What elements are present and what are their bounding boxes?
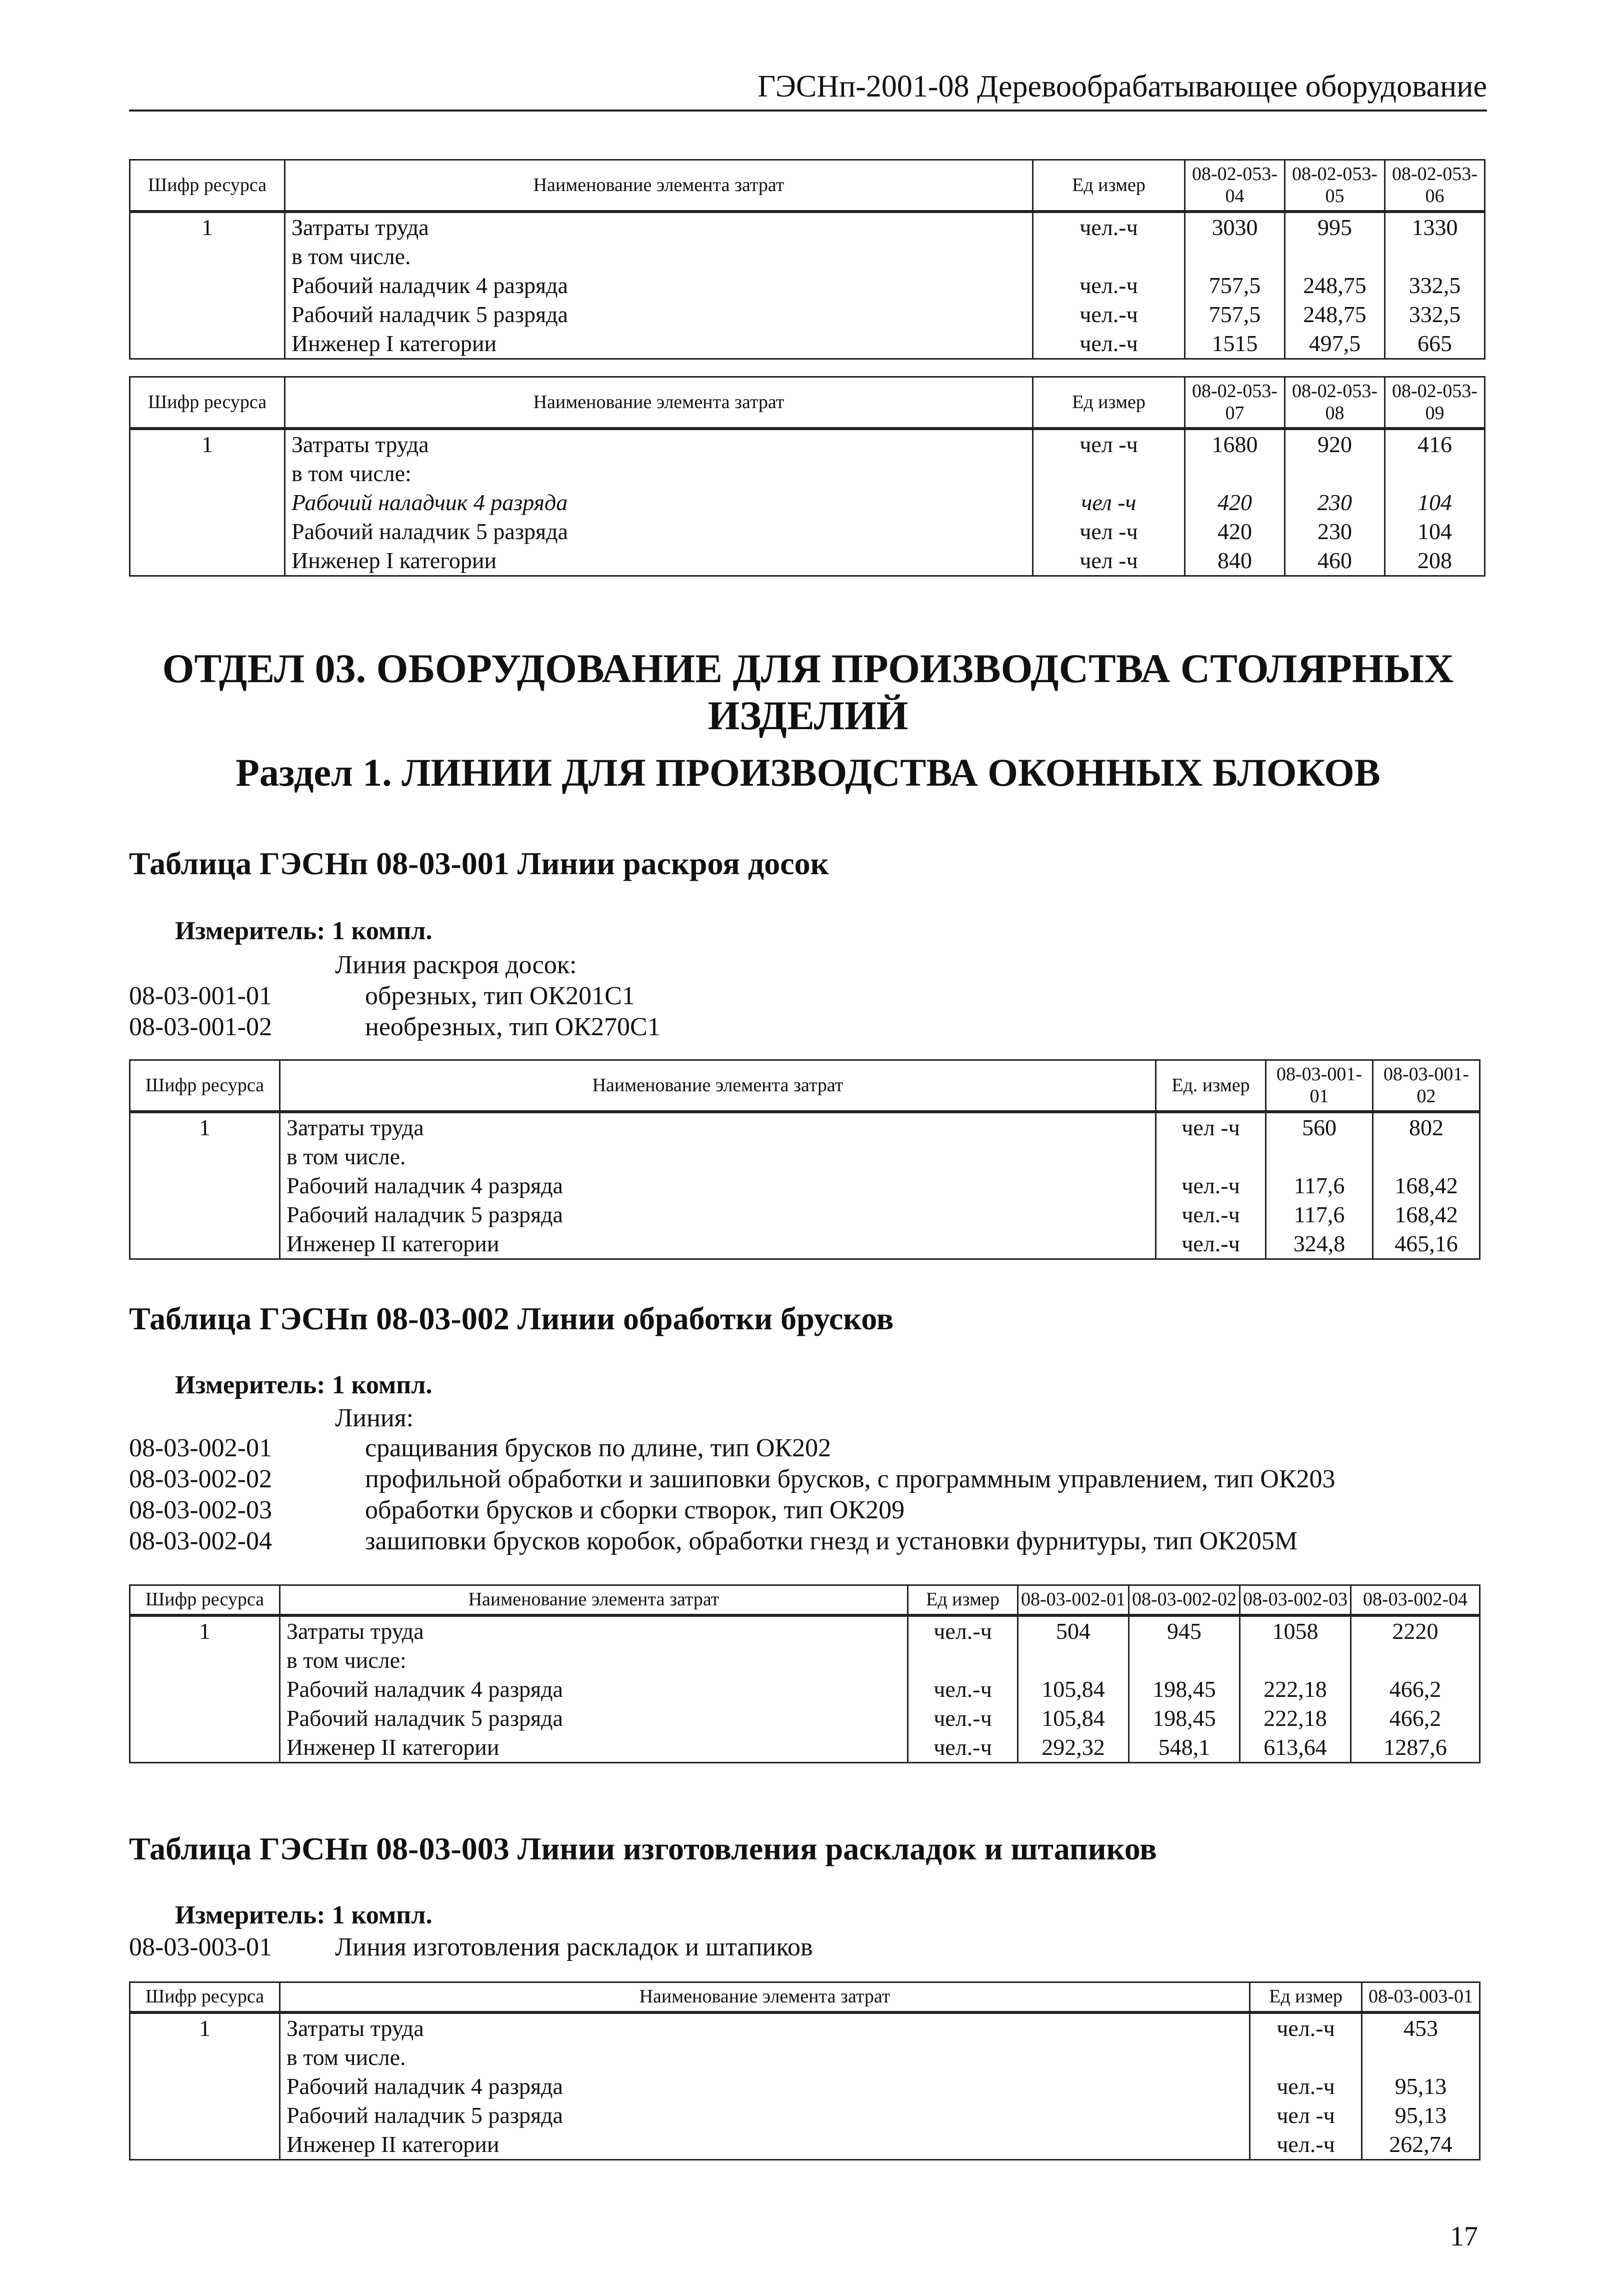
col-code-header: Шифр ресурса — [130, 1585, 280, 1615]
resource-code — [130, 2101, 280, 2130]
resource-code — [130, 1142, 280, 1171]
value-cell: 1680 — [1185, 429, 1285, 459]
value-cell — [1266, 1142, 1373, 1171]
resource-code — [130, 1646, 280, 1675]
resource-code — [130, 459, 285, 488]
measure-unit: Измеритель: 1 компл. — [175, 917, 432, 945]
table-row — [130, 2101, 1480, 2130]
resource-code — [130, 329, 285, 359]
value-cell: 222,18 — [1240, 1704, 1351, 1733]
table-row — [130, 1704, 1480, 1733]
value-cell: 262,74 — [1362, 2130, 1480, 2160]
unit-cell: чел.-ч — [908, 1704, 1018, 1733]
item-group-heading: Линия раскроя досок: — [335, 951, 577, 979]
measure-unit: Измеритель: 1 компл. — [175, 1901, 432, 1929]
value-cell: 613,64 — [1240, 1733, 1351, 1763]
col-name-header: Наименование элемента затрат — [280, 1982, 1250, 2012]
value-cell: 324,8 — [1266, 1229, 1373, 1259]
unit-cell: чел.-ч — [908, 1615, 1018, 1646]
cost-element: Инженер I категории — [285, 546, 1033, 576]
item-code: 08-03-002-04 — [129, 1527, 272, 1555]
unit-cell: чел.-ч — [1250, 2012, 1362, 2043]
value-cell: 466,2 — [1351, 1675, 1480, 1704]
unit-cell: чел.-ч — [1033, 212, 1185, 242]
value-cell: 104 — [1385, 488, 1485, 517]
value-cell: 2220 — [1351, 1615, 1480, 1646]
item-description: профильной обработки и зашиповки брусков, с программным управлением, тип ОК203 — [365, 1465, 1336, 1493]
value-cell: 465,16 — [1373, 1229, 1480, 1259]
unit-cell: чел.-ч — [1033, 300, 1185, 329]
unit-cell: чел -ч — [1250, 2101, 1362, 2130]
cost-element: Рабочий наладчик 4 разряда — [280, 1675, 908, 1704]
value-cell: 292,32 — [1018, 1733, 1129, 1763]
unit-cell — [1250, 2043, 1362, 2072]
value-cell: 548,1 — [1129, 1733, 1240, 1763]
table-row — [130, 2072, 1480, 2101]
value-cell — [1240, 1646, 1351, 1675]
value-cell — [1351, 1646, 1480, 1675]
value-cell: 453 — [1362, 2012, 1480, 2043]
value-cell: 104 — [1385, 517, 1485, 546]
running-header: ГЭСНп-2001-08 Деревообрабатывающее оборудование — [129, 69, 1487, 112]
value-cell — [1129, 1646, 1240, 1675]
value-cell: 248,75 — [1285, 300, 1385, 329]
col-norm-header: 08-03-001-01 — [1266, 1060, 1373, 1112]
cost-element: Рабочий наладчик 5 разряда — [280, 2101, 1250, 2130]
table-row — [130, 1200, 1480, 1229]
resource-code — [130, 2072, 280, 2101]
unit-cell: чел.-ч — [908, 1675, 1018, 1704]
resource-code — [130, 242, 285, 271]
cost-element: Рабочий наладчик 4 разряда — [285, 488, 1033, 517]
unit-cell: чел.-ч — [1033, 329, 1185, 359]
col-name-header: Наименование элемента затрат — [285, 377, 1033, 429]
table-row — [130, 242, 1485, 271]
table-row — [130, 212, 1485, 242]
resource-code — [130, 1675, 280, 1704]
unit-cell — [1033, 459, 1185, 488]
unit-cell: чел -ч — [1033, 429, 1185, 459]
value-cell: 222,18 — [1240, 1675, 1351, 1704]
col-norm-header: 08-03-002-02 — [1129, 1585, 1240, 1615]
resource-code — [130, 1229, 280, 1259]
value-cell — [1385, 459, 1485, 488]
value-cell: 665 — [1385, 329, 1485, 359]
cost-element: в том числе. — [280, 2043, 1250, 2072]
cost-element: Затраты труда — [280, 1615, 908, 1646]
item-description: зашиповки брусков коробок, обработки гнезд и установки фурнитуры, тип ОК205М — [365, 1527, 1298, 1555]
value-cell: 460 — [1285, 546, 1385, 576]
table-row — [130, 1142, 1480, 1171]
cost-element: Затраты труда — [280, 2012, 1250, 2043]
col-code-header: Шифр ресурса — [130, 1982, 280, 2012]
value-cell: 840 — [1185, 546, 1285, 576]
value-cell: 560 — [1266, 1112, 1373, 1142]
unit-cell: чел.-ч — [1250, 2072, 1362, 2101]
col-norm-header: 08-03-002-04 — [1351, 1585, 1480, 1615]
value-cell: 105,84 — [1018, 1675, 1129, 1704]
col-norm-header: 08-02-053-09 — [1385, 377, 1485, 429]
resource-code: 1 — [130, 212, 285, 242]
item-code: 08-03-001-01 — [129, 982, 272, 1010]
value-cell: 420 — [1185, 517, 1285, 546]
value-cell — [1285, 242, 1385, 271]
item-description: обработки брусков и сборки створок, тип ОК209 — [365, 1496, 905, 1524]
item-group-heading: Линия: — [335, 1404, 414, 1432]
item-description: обрезных, тип ОК201С1 — [365, 982, 635, 1010]
col-name-header: Наименование элемента затрат — [285, 160, 1033, 212]
unit-cell: чел.-ч — [1250, 2130, 1362, 2160]
unit-cell — [1156, 1142, 1266, 1171]
resource-code — [130, 2130, 280, 2160]
unit-cell: чел.-ч — [908, 1733, 1018, 1763]
table-row — [130, 429, 1485, 459]
table-row — [130, 546, 1485, 576]
cost-element: Рабочий наладчик 4 разряда — [280, 2072, 1250, 2101]
cost-element: Затраты труда — [285, 429, 1033, 459]
section-title: ОТДЕЛ 03. ОБОРУДОВАНИЕ ДЛЯ ПРОИЗВОДСТВА СТОЛЯРНЫХ ИЗДЕЛИЙ — [162, 646, 1454, 739]
value-cell: 248,75 — [1285, 271, 1385, 300]
value-cell: 945 — [1129, 1615, 1240, 1646]
subsection-title: Раздел 1. ЛИНИИ ДЛЯ ПРОИЗВОДСТВА ОКОННЫХ БЛОКОВ — [236, 751, 1380, 794]
unit-cell: чел -ч — [1156, 1112, 1266, 1142]
resource-code: 1 — [130, 2012, 280, 2043]
table-title-08-03-003: Таблица ГЭСНп 08-03-003 Линии изготовления раскладок и штапиков — [129, 1831, 1157, 1866]
resource-code: 1 — [130, 1112, 280, 1142]
cost-element: Инженер II категории — [280, 1733, 908, 1763]
cost-element: Рабочий наладчик 5 разряда — [280, 1704, 908, 1733]
cost-element: Инженер II категории — [280, 2130, 1250, 2160]
col-norm-header: 08-03-003-01 — [1362, 1982, 1480, 2012]
col-norm-header: 08-03-001-02 — [1373, 1060, 1480, 1112]
value-cell: 1515 — [1185, 329, 1285, 359]
table-row — [130, 1229, 1480, 1259]
col-unit-header: Ед измер — [1033, 377, 1185, 429]
table-title-08-03-002: Таблица ГЭСНп 08-03-002 Линии обработки брусков — [129, 1301, 894, 1336]
measure-unit: Измеритель: 1 компл. — [175, 1371, 432, 1399]
table-row — [130, 488, 1485, 517]
cost-element: в том числе: — [285, 459, 1033, 488]
resource-code — [130, 517, 285, 546]
cost-element: Рабочий наладчик 5 разряда — [285, 300, 1033, 329]
value-cell: 1058 — [1240, 1615, 1351, 1646]
table-row — [130, 459, 1485, 488]
resource-code — [130, 1171, 280, 1200]
col-norm-header: 08-02-053-04 — [1185, 160, 1285, 212]
col-norm-header: 08-03-002-03 — [1240, 1585, 1351, 1615]
resource-code — [130, 1704, 280, 1733]
item-code: 08-03-002-03 — [129, 1496, 272, 1524]
value-cell — [1373, 1142, 1480, 1171]
col-name-header: Наименование элемента затрат — [280, 1585, 908, 1615]
value-cell: 208 — [1385, 546, 1485, 576]
table-row — [130, 2043, 1480, 2072]
value-cell: 332,5 — [1385, 300, 1485, 329]
item-code: 08-03-003-01 — [129, 1933, 272, 1961]
value-cell: 332,5 — [1385, 271, 1485, 300]
cost-element: Инженер I категории — [285, 329, 1033, 359]
value-cell — [1185, 459, 1285, 488]
table-title-08-03-001: Таблица ГЭСНп 08-03-001 Линии раскроя досок — [129, 846, 829, 881]
table-row — [130, 1646, 1480, 1675]
item-code: 08-03-002-01 — [129, 1434, 272, 1462]
resource-code — [130, 546, 285, 576]
resource-code — [130, 271, 285, 300]
resource-code — [130, 2043, 280, 2072]
value-cell — [1362, 2043, 1480, 2072]
value-cell: 95,13 — [1362, 2101, 1480, 2130]
table-row — [130, 1733, 1480, 1763]
cost-element: Рабочий наладчик 5 разряда — [285, 517, 1033, 546]
col-norm-header: 08-02-053-07 — [1185, 377, 1285, 429]
col-unit-header: Ед измер — [1033, 160, 1185, 212]
value-cell: 466,2 — [1351, 1704, 1480, 1733]
value-cell: 230 — [1285, 517, 1385, 546]
table-row — [130, 2130, 1480, 2160]
cost-element: Рабочий наладчик 4 разряда — [285, 271, 1033, 300]
value-cell: 995 — [1285, 212, 1385, 242]
col-unit-header: Ед. измер — [1156, 1060, 1266, 1112]
cost-element: Рабочий наладчик 4 разряда — [280, 1171, 1156, 1200]
resource-code — [130, 300, 285, 329]
value-cell: 230 — [1285, 488, 1385, 517]
unit-cell: чел.-ч — [1156, 1229, 1266, 1259]
value-cell — [1285, 459, 1385, 488]
value-cell: 757,5 — [1185, 300, 1285, 329]
unit-cell: чел -ч — [1033, 488, 1185, 517]
value-cell: 802 — [1373, 1112, 1480, 1142]
table-08-02-053-a — [129, 159, 1486, 360]
resource-code: 1 — [130, 1615, 280, 1646]
item-description: Линия изготовления раскладок и штапиков — [335, 1933, 813, 1961]
unit-cell: чел -ч — [1033, 517, 1185, 546]
col-code-header: Шифр ресурса — [130, 377, 285, 429]
table-row — [130, 300, 1485, 329]
cost-element: Рабочий наладчик 5 разряда — [280, 1200, 1156, 1229]
value-cell: 757,5 — [1185, 271, 1285, 300]
value-cell: 117,6 — [1266, 1200, 1373, 1229]
table-08-03-001 — [129, 1059, 1480, 1260]
col-norm-header: 08-02-053-06 — [1385, 160, 1485, 212]
item-code: 08-03-001-02 — [129, 1013, 272, 1041]
col-name-header: Наименование элемента затрат — [280, 1060, 1156, 1112]
cost-element: в том числе. — [280, 1142, 1156, 1171]
value-cell: 198,45 — [1129, 1704, 1240, 1733]
resource-code: 1 — [130, 429, 285, 459]
item-description: сращивания брусков по длине, тип ОК202 — [365, 1434, 832, 1462]
table-row — [130, 1171, 1480, 1200]
unit-cell: чел.-ч — [1156, 1171, 1266, 1200]
col-code-header: Шифр ресурса — [130, 160, 285, 212]
item-code: 08-03-002-02 — [129, 1465, 272, 1493]
table-row — [130, 1615, 1480, 1646]
item-description: необрезных, тип ОК270С1 — [365, 1013, 660, 1041]
table-08-02-053-b — [129, 376, 1486, 577]
cost-element: Затраты труда — [280, 1112, 1156, 1142]
col-norm-header: 08-03-002-01 — [1018, 1585, 1129, 1615]
value-cell: 168,42 — [1373, 1200, 1480, 1229]
page-number: 17 — [1450, 2221, 1478, 2252]
value-cell — [1385, 242, 1485, 271]
cost-element: Инженер II категории — [280, 1229, 1156, 1259]
col-norm-header: 08-02-053-05 — [1285, 160, 1385, 212]
table-row — [130, 329, 1485, 359]
resource-code — [130, 488, 285, 517]
value-cell: 3030 — [1185, 212, 1285, 242]
table-row — [130, 1675, 1480, 1704]
value-cell: 1330 — [1385, 212, 1485, 242]
cost-element: Затраты труда — [285, 212, 1033, 242]
value-cell: 117,6 — [1266, 1171, 1373, 1200]
unit-cell: чел.-ч — [1033, 271, 1185, 300]
unit-cell: чел -ч — [1033, 546, 1185, 576]
resource-code — [130, 1733, 280, 1763]
col-code-header: Шифр ресурса — [130, 1060, 280, 1112]
unit-cell — [1033, 242, 1185, 271]
cost-element: в том числе: — [280, 1646, 908, 1675]
value-cell: 420 — [1185, 488, 1285, 517]
value-cell: 95,13 — [1362, 2072, 1480, 2101]
value-cell: 1287,6 — [1351, 1733, 1480, 1763]
cost-element: в том числе. — [285, 242, 1033, 271]
table-row — [130, 271, 1485, 300]
value-cell: 168,42 — [1373, 1171, 1480, 1200]
value-cell: 198,45 — [1129, 1675, 1240, 1704]
value-cell: 416 — [1385, 429, 1485, 459]
table-08-03-002 — [129, 1584, 1480, 1763]
value-cell: 105,84 — [1018, 1704, 1129, 1733]
col-unit-header: Ед измер — [1250, 1982, 1362, 2012]
value-cell: 504 — [1018, 1615, 1129, 1646]
unit-cell: чел.-ч — [1156, 1200, 1266, 1229]
value-cell: 497,5 — [1285, 329, 1385, 359]
value-cell — [1018, 1646, 1129, 1675]
resource-code — [130, 1200, 280, 1229]
col-unit-header: Ед измер — [908, 1585, 1018, 1615]
table-row — [130, 517, 1485, 546]
table-08-03-003 — [129, 1981, 1480, 2160]
table-row — [130, 2012, 1480, 2043]
table-row — [130, 1112, 1480, 1142]
value-cell: 920 — [1285, 429, 1385, 459]
value-cell — [1185, 242, 1285, 271]
col-norm-header: 08-02-053-08 — [1285, 377, 1385, 429]
unit-cell — [908, 1646, 1018, 1675]
